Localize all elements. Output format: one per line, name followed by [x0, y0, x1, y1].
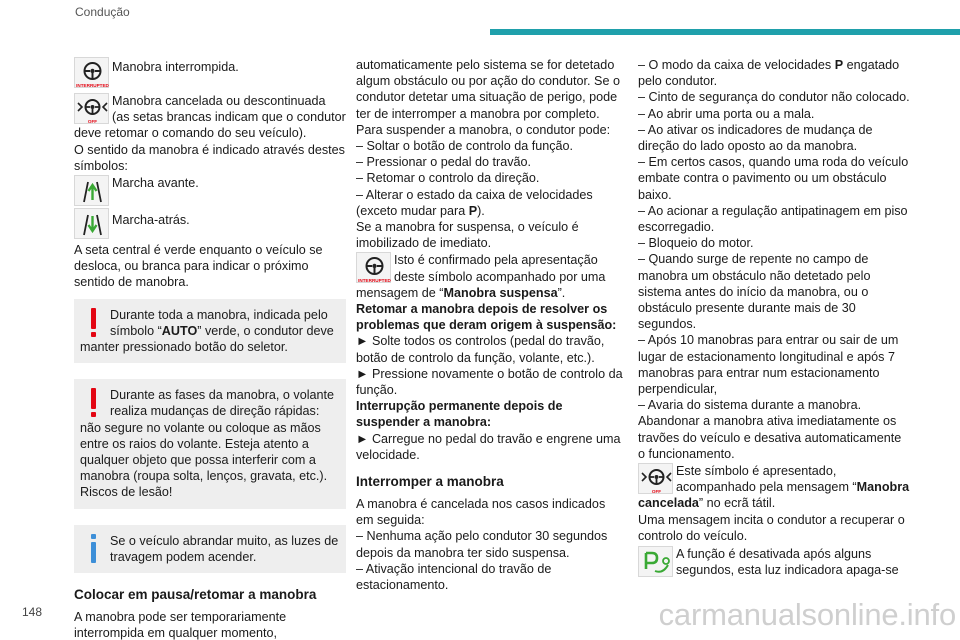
suspend-item: – Alterar o estado da caixa de velocidades (exceto mudar para P). — [356, 187, 593, 218]
cancel-case-item: – Avaria do sistema durante a manobra. — [638, 398, 862, 413]
off-icon-label: OFF — [87, 119, 98, 124]
cancel-case-item: – O modo da caixa de velocidades P engatado pelo condutor. — [638, 58, 900, 89]
section-title: Condução — [75, 5, 130, 19]
watermark: carmanualsonline.info — [658, 597, 956, 632]
parking-assist-off-icon — [638, 463, 673, 494]
confirm-text: Isto é confirmado pela apresentação deste símbolo acompanhado por uma mensagem de “Manobra suspensa”. — [356, 253, 606, 300]
page-number: 148 — [22, 605, 43, 619]
pause-text: A manobra pode ser temporariamente interrompida em qualquer momento, — [74, 610, 287, 640]
arrow-note: A seta central é verde enquanto o veículo se desloca, ou branca para indicar o próximo sentido de manobra. — [74, 243, 323, 290]
off-icon-label: OFF — [651, 489, 662, 495]
suspend-item: – Soltar o botão de controlo da função. — [356, 139, 574, 154]
interrupt-item: – Nenhuma ação pelo condutor 30 segundos depois da manobra ter sido suspensa. — [356, 529, 608, 560]
heading-interrupt: Interromper a manobra — [356, 474, 504, 490]
column-3 — [638, 57, 910, 579]
warning-box-auto — [74, 299, 346, 364]
suspend-item: – Retomar o controlo da direção. — [356, 171, 540, 186]
info-box-brake-lights — [74, 525, 346, 573]
interrupted-icon-label: INTERRUPTED — [76, 83, 109, 88]
cancel-case-item: – Ao acionar a regulação antipatinagem em piso escorregadio. — [638, 203, 908, 235]
reverse-text: Marcha-atrás. — [112, 213, 190, 228]
cancel-case-item: – Ao abrir uma porta ou a mala. — [638, 106, 815, 121]
pause-continued: automaticamente pelo sistema se for detetado algum obstáculo ou por ação do condutor. Se o condutor detetar uma situação de perigo, pode ter de interromper a manobra por completo. — [356, 58, 620, 121]
interrupt-intro: A manobra é cancelada nos casos indicados em seguida: — [356, 497, 606, 528]
warning-icon — [80, 307, 110, 339]
warning-steering-text: Durante as fases da manobra, o volante realiza mudanças de direção rápidas: não segure no volante ou coloque as mãos entre os raios do volante. Esteja atento a qualquer objeto que possa interferir com a manobra (roupa solta, lenços, gravata, etc.). Riscos de lesão! — [80, 388, 335, 500]
resume-heading: Retomar a manobra depois de resolver os problemas que deram origem à suspensão: — [356, 302, 617, 333]
reverse-arrow-icon — [74, 208, 109, 239]
symbol-shown-text: Este símbolo é apresentado, acompanhado pela mensagem “Manobra cancelada” no ecrã tátil. — [638, 464, 910, 511]
resume-item: ► Solte todos os controlos (pedal do travão, botão de controlo da função, volante, etc.). — [356, 334, 605, 365]
direction-intro: O sentido da manobra é indicado através destes símbolos: — [74, 142, 345, 173]
reverse-row — [74, 208, 346, 239]
info-icon — [80, 533, 110, 565]
suspend-intro: Para suspender a manobra, o condutor pode: — [356, 122, 611, 137]
deactivated-text: A função é desativada após alguns segundos, esta luz indicadora apaga-se — [676, 547, 899, 578]
confirm-block — [356, 252, 626, 301]
warning-icon — [80, 387, 110, 419]
cancelled-block — [74, 93, 346, 142]
column-1 — [74, 57, 346, 640]
warning-auto-text: Durante toda a manobra, indicada pelo símbolo “AUTO” verde, o condutor deve manter pressionado botão do seletor. — [80, 307, 334, 355]
retake-text: Uma mensagem incita o condutor a recuperar o controlo do veículo. — [638, 512, 905, 543]
abandon-text: Abandonar a manobra ativa imediatamente os travões do veículo e desativa automaticamente o funcionamento. — [638, 414, 902, 461]
resume-item: ► Pressione novamente o botão de controlo da função. — [356, 366, 623, 398]
cancel-case-item: – Ao ativar os indicadores de mudança de direção do lado oposto ao da manobra. — [638, 122, 873, 154]
column-2 — [356, 57, 626, 593]
header-accent-bar — [490, 29, 960, 35]
interrupt-item: – Ativação intencional do travão de estacionamento. — [356, 561, 552, 593]
deactivated-block — [638, 546, 910, 578]
cancel-case-item: – Após 10 manobras para entrar ou sair de um lugar de estacionamento longitudinal e após 7 manobras para entrar num estacionamento perpendicular, — [638, 333, 899, 397]
cancelled-text: Manobra cancelada ou descontinuada (as setas brancas indicam que o condutor deve retomar o comando do seu veículo). — [74, 94, 346, 141]
cancel-case-item: – Cinto de segurança do condutor não colocado. — [638, 90, 910, 105]
cancel-case-item: – Bloqueio do motor. — [638, 236, 754, 251]
perm-heading: Interrupção permanente depois de suspender a manobra: — [356, 399, 563, 430]
parking-light-icon — [638, 546, 673, 577]
forward-text: Marcha avante. — [112, 176, 199, 191]
cancel-case-item: – Em certos casos, quando uma roda do veículo embate contra o pavimento ou um obstáculo baixo. — [638, 155, 909, 202]
immobilised-text: Se a manobra for suspensa, o veículo é imobilizado de imediato. — [356, 220, 579, 251]
interrupted-row — [74, 57, 346, 88]
forward-row — [74, 175, 346, 206]
cancel-case-item: – Quando surge de repente no campo de manobra um obstáculo não detetado pelo sistema antes do início da manobra, ou o obstáculo presente durante mais de 30 segundos. — [638, 252, 871, 332]
parking-assist-interrupted-icon — [356, 252, 391, 283]
warning-box-steering — [74, 379, 346, 508]
parking-assist-interrupted-icon — [74, 57, 109, 88]
parking-assist-off-icon — [74, 93, 109, 124]
interrupted-text: Manobra interrompida. — [112, 60, 239, 74]
perm-item: ► Carregue no pedal do travão e engrene uma velocidade. — [356, 431, 621, 462]
info-brake-text: Se o veículo abrandar muito, as luzes de travagem podem acender. — [110, 533, 339, 564]
suspend-item: – Pressionar o pedal do travão. — [356, 155, 532, 170]
heading-pause: Colocar em pausa/retomar a manobra — [74, 587, 317, 603]
forward-arrow-icon — [74, 175, 109, 206]
interrupted-icon-label: INTERRUPTED — [358, 278, 391, 284]
cancelled-symbol-block — [638, 463, 910, 512]
